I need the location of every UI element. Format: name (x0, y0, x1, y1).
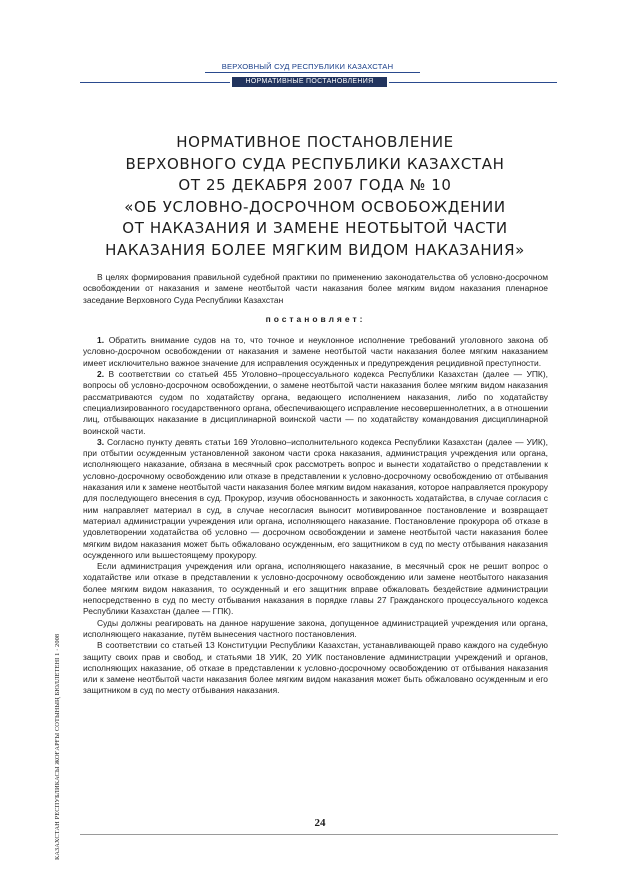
header-court-name: ВЕРХОВНЫЙ СУД РЕСПУБЛИКИ КАЗАХСТАН (221, 62, 394, 71)
header-rule-top (205, 72, 420, 73)
paragraph-3 (83, 437, 548, 561)
footer-rule (80, 834, 558, 835)
paragraph-text: Обратить внимание судов на то, что точное и неуклонное исполнение требований уголовного закона об условно-досрочном освобождении от наказания и замене неотбытой части наказания более мягким наказанием имеет исключительно важное значение для исправления осужденных и предупреждения рецидивной преступности. (83, 335, 548, 368)
title-line: «ОБ УСЛОВНО-ДОСРОЧНОМ ОСВОБОЖДЕНИИ (124, 197, 506, 216)
paragraph-text: Суды должны реагировать на данное нарушение закона, допущенное администрацией учреждения или органа, исполняющего наказание, путём вынесения частного постановления. (83, 617, 548, 639)
paragraph-number: 3. (97, 436, 105, 447)
title-line: ОТ 25 ДЕКАБРЯ 2007 ГОДА № 10 (178, 176, 452, 194)
paragraph-1 (83, 335, 548, 369)
title-line: ВЕРХОВНОГО СУДА РЕСПУБЛИКИ КАЗАХСТАН (125, 154, 505, 173)
header-section-badge: НОРМАТИВНЫЕ ПОСТАНОВЛЕНИЯ (232, 77, 387, 87)
paragraph-text: В соответствии со статьей 455 Уголовно–процессуального кодекса Республики Казахстан (далее — УПК), вопросы об условно-досрочном освобождении, о замене неотбытой части наказания более мягким видом наказания рассматриваются судом по ходатайству органа, ведающего исполнением наказания, либо по ходатайству специализированного государственного органа, обеспечивающего исправление несовершеннолетних, а в отношении лиц, отбывающих наказание в дисциплинарной воинской части — по ходатайству командования дисциплинарной воинской части. (83, 369, 548, 436)
paragraph-2 (83, 369, 548, 437)
decree-heading: постановляет: (265, 313, 366, 324)
paragraph-3-cont-1 (83, 561, 548, 617)
document-body (83, 272, 548, 697)
paragraph-number: 1. (97, 335, 105, 346)
paragraph-text: В соответствии со статьей 13 Конституции Республики Казахстан, устанавливающей право каждого на судебную защиту своих прав и свобод, и статьями 18 УИК, 20 УИК постановление администрации учреждений и органов, исполняющих наказание, об отказе в представлении к условно-досрочному освобождению от отбывания наказания или к замене неотбытой части наказания более мягким видом наказания может быть обжаловано осужденным и его защитником в суд по месту отбывания наказания. (83, 640, 548, 696)
title-line: НАКАЗАНИЯ БОЛЕЕ МЯГКИМ ВИДОМ НАКАЗАНИЯ» (105, 240, 525, 259)
page-number: 24 (314, 817, 326, 829)
paragraph-text: Если администрация учреждения или органа, исполняющего наказание, в месячный срок не решит вопрос о ходатайстве или отказе в представлении к условно-досрочному освобождению или замене неотбытого наказания более мягким видом наказания, то осужденный и его защитник вправе обжаловать бездействие администрации непосредственно в суд по месту отбывания наказания в порядке главы 27 Гражданского процессуального кодекса Республики Казахстан (далее — ГПК). (83, 561, 548, 617)
paragraph-3-cont-3 (83, 640, 548, 696)
paragraph-text: Согласно пункту девять статьи 169 Уголовно–исполнительного кодекса Республики Казахстан (далее — УИК), при отбытии осужденным установленной законом части срока наказания, администрация учреждения или органа, исполняющего наказание, обязана в месячный срок рассмотреть вопрос и вынести ходатайство о представлении к условно-досрочному освобождению или отказе в представлении к условно-досрочному освобождению от отбывания наказания или к замене неотбытой части наказания более мягким видом наказания, которое направляется прокурору для последующего внесения в суд. Прокурор, изучив обоснованность и законность ходатайства, в случае согласия с ним направляет материал в суд, в случае несогласия выносит мотивированное постановление и возвращает материал администрации учреждения или органа, исполняющего наказание. Постановление прокурора об отказе в удовлетворении ходатайства об условно — досрочном освобождении и замене неотбытой части наказания более мягким видом наказания может быть обжаловано осужденным, его защитником в суд по месту отбывания наказания осужденного или вышестоящему прокурору. (83, 436, 548, 560)
preamble: В целях формирования правильной судебной практики по применению законодательства об условно-досрочном освобождении от наказания и замене неотбытой части наказания более мягким видом наказания пленарное заседание Верховного Суда Республики Казахстан (83, 272, 548, 305)
header-rule-left (80, 82, 230, 83)
side-bulletin-label: КАЗАХСТАН РЕСПУБЛИКАСЫ ЖОҒАРҒЫ СОТЫНЫҢ БЮЛЛЕТЕНІ 1 · 2008 (54, 633, 61, 860)
header-rule-right (389, 82, 557, 83)
title-line: НОРМАТИВНОЕ ПОСТАНОВЛЕНИЕ (176, 133, 454, 151)
paragraph-3-cont-2 (83, 618, 548, 641)
paragraph-number: 2. (97, 369, 105, 380)
document-title (85, 132, 545, 261)
title-line: ОТ НАКАЗАНИЯ И ЗАМЕНЕ НЕОТБЫТОЙ ЧАСТИ (122, 219, 508, 237)
